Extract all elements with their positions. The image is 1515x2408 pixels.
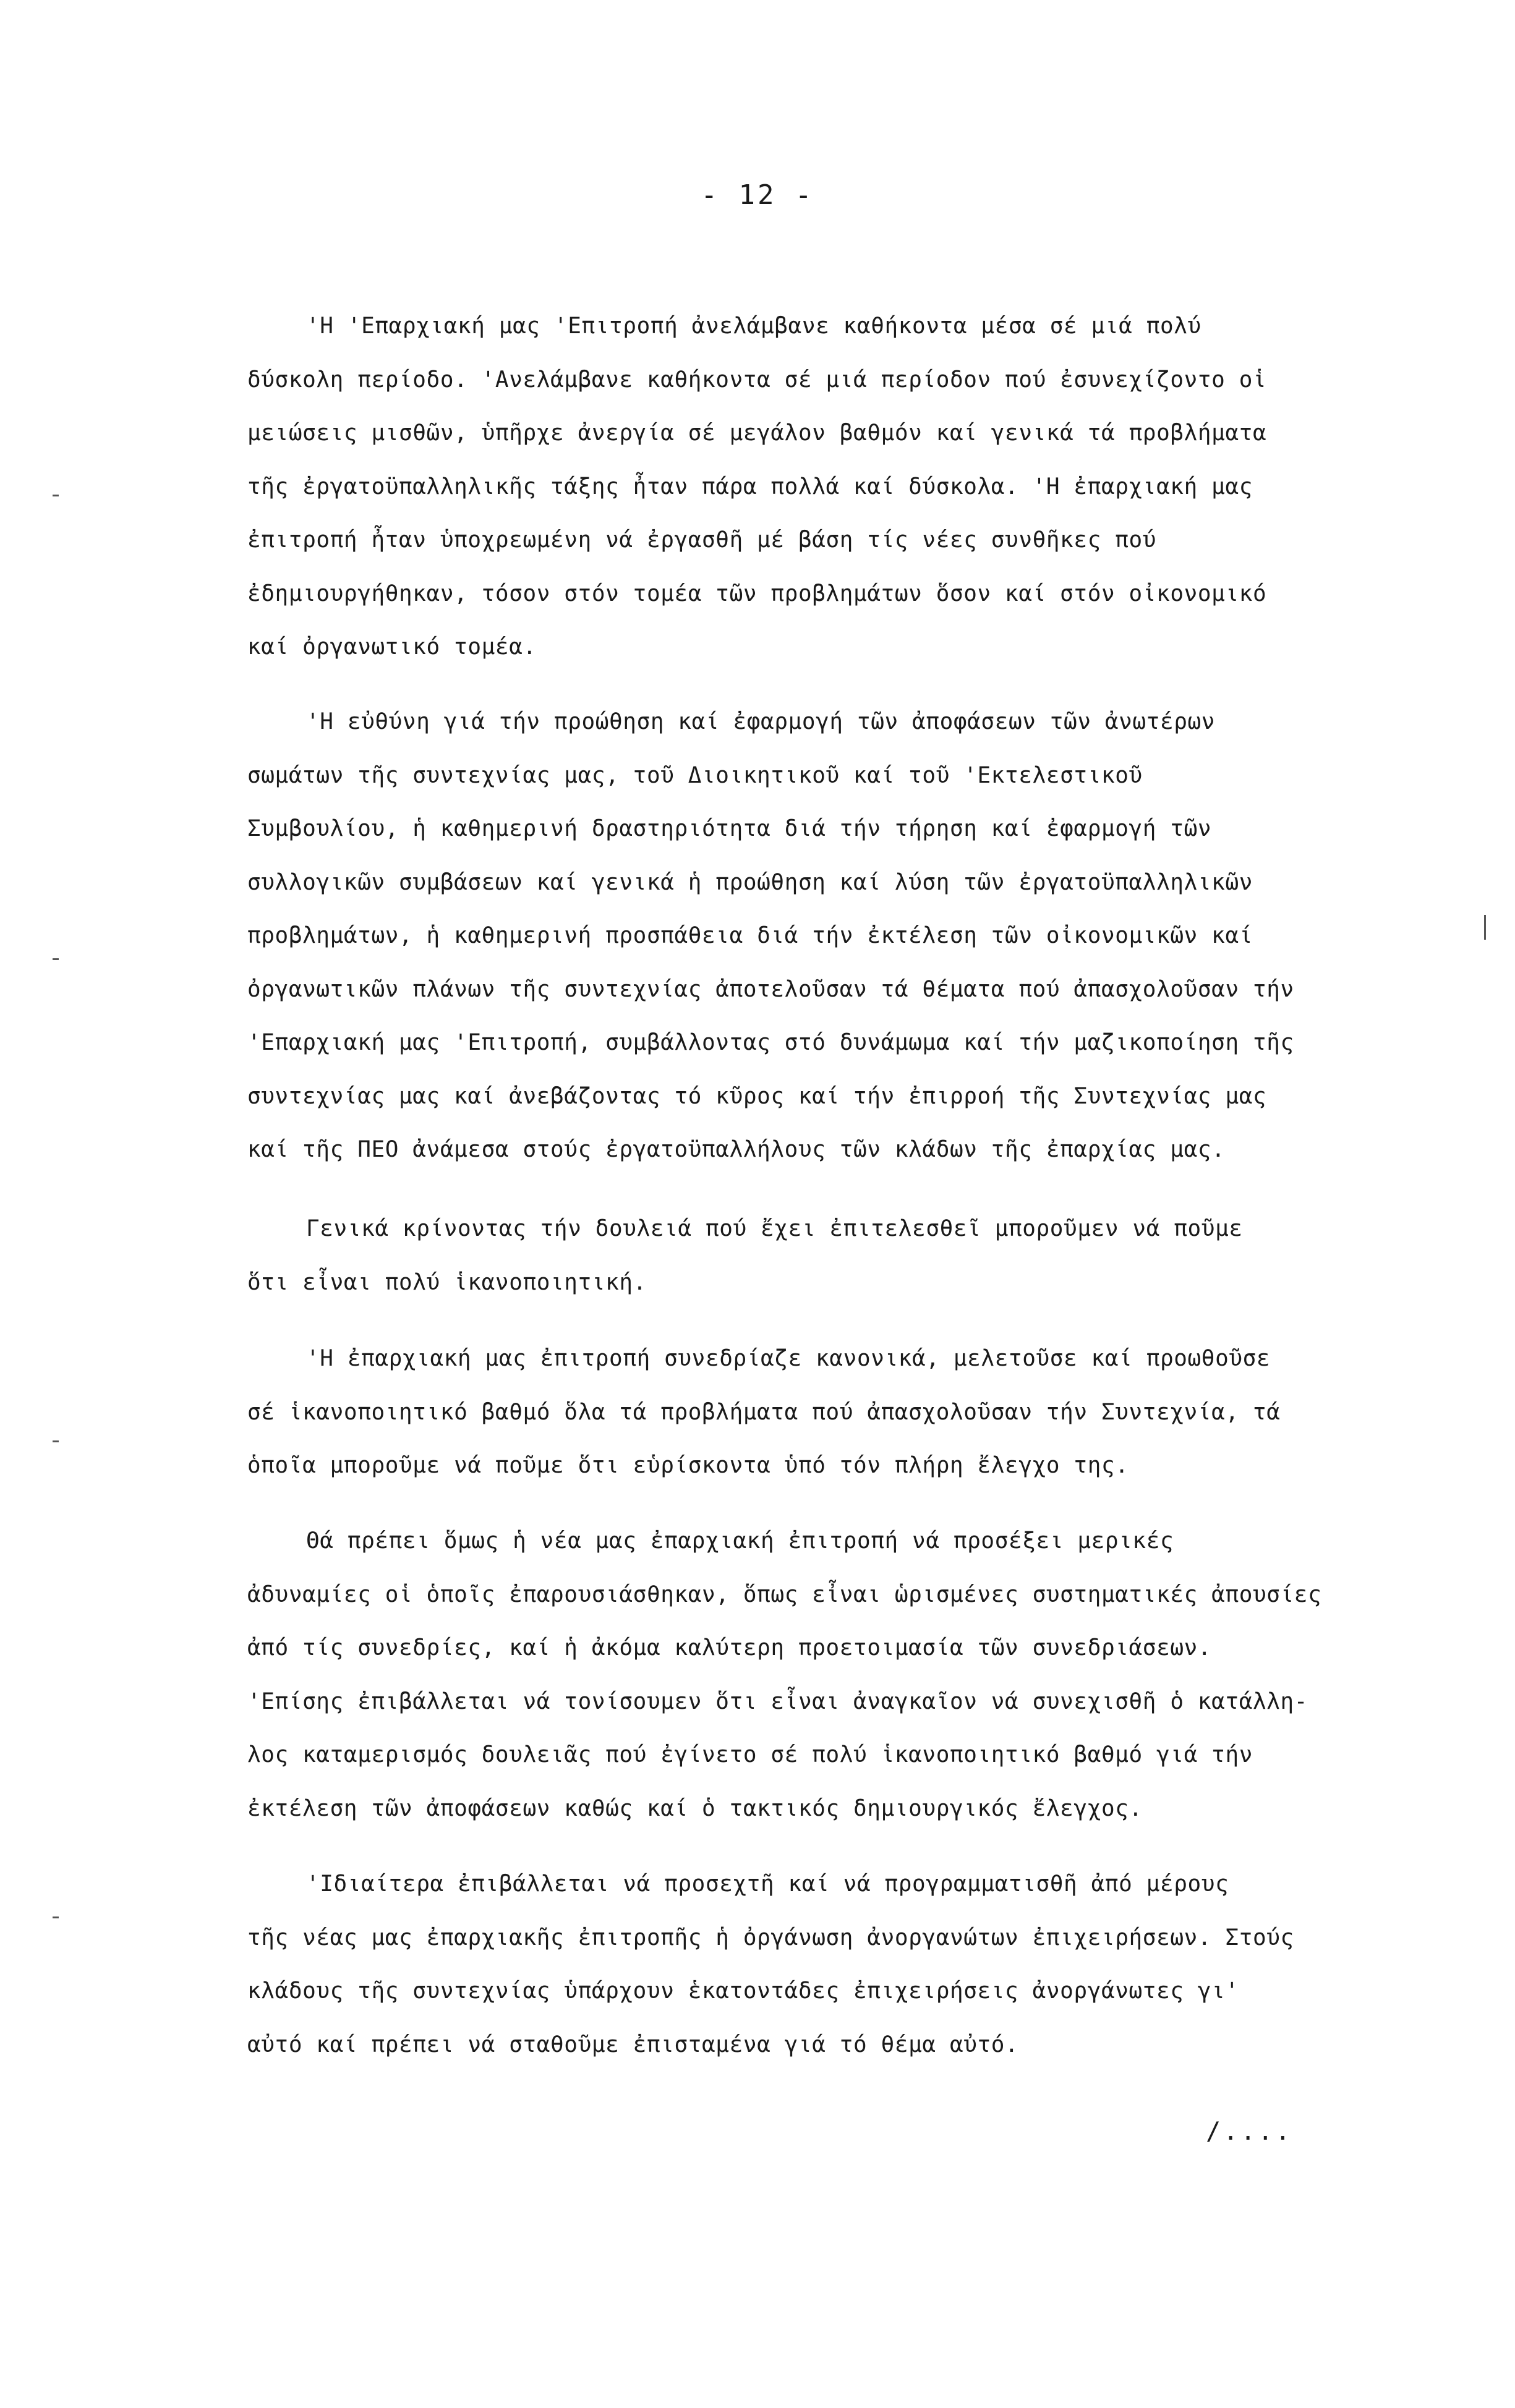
text-line: σωμάτων τῆς συντεχνίας μας, τοῦ Διοικητικοῦ καί τοῦ 'Εκτελεστικοῦ: [247, 762, 1143, 788]
text-line: συντεχνίας μας καί ἀνεβάζοντας τό κῦρος καί τήν ἐπιρροή τῆς Συντεχνίας μας: [247, 1083, 1267, 1109]
scan-margin-mark: [1484, 915, 1486, 940]
text-line: ὀργανωτικῶν πλάνων τῆς συντεχνίας ἀποτελοῦσαν τά θέματα πού ἀπασχολοῦσαν τήν: [247, 976, 1294, 1002]
text-line: 'Επίσης ἐπιβάλλεται νά τονίσουμεν ὅτι εἶναι ἀναγκαῖον νά συνεχισθῆ ὁ κατάλλη-: [247, 1688, 1308, 1714]
paragraph-1: [247, 300, 1459, 674]
text-line: αὐτό καί πρέπει νά σταθοῦμε ἐπισταμένα γιά τό θέμα αὐτό.: [247, 2031, 1019, 2057]
text-line: τῆς νέας μας ἐπαρχιακῆς ἐπιτροπῆς ἡ ὀργάνωση ἀνοργανώτων ἐπιχειρήσεων. Στούς: [247, 1925, 1294, 1951]
text-line: Γενικά κρίνοντας τήν δουλειά πού ἔχει ἐπιτελεσθεῖ μποροῦμεν νά ποῦμε: [306, 1216, 1243, 1241]
text-line: σέ ἱκανοποιητικό βαθμό ὅλα τά προβλήματα πού ἀπασχολοῦσαν τήν Συντεχνία, τά: [247, 1399, 1281, 1425]
paragraph-6: [247, 1858, 1459, 2072]
text-line: ἀδυναμίες οἱ ὁποῖς ἐπαρουσιάσθηκαν, ὅπως εἶναι ὡρισμένες συστηματικές ἀπουσίες: [247, 1581, 1322, 1607]
text-line: μειώσεις μισθῶν, ὑπῆρχε ἀνεργία σέ μεγάλον βαθμόν καί γενικά τά προβλήματα: [247, 420, 1267, 446]
text-line: 'Η εὐθύνη γιά τήν προώθηση καί ἐφαρμογή τῶν ἀποφάσεων τῶν ἀνωτέρων: [306, 709, 1216, 734]
paragraph-3: [247, 1202, 1459, 1309]
text-line: Συμβουλίου, ἡ καθημερινή δραστηριότητα διά τήν τήρηση καί ἐφαρμογή τῶν: [247, 816, 1212, 841]
text-line: Θά πρέπει ὅμως ἡ νέα μας ἐπαρχιακή ἐπιτροπή νά προσέξει μερικές: [306, 1528, 1174, 1554]
text-line: 'Επαρχιακή μας 'Επιτροπή, συμβάλλοντας στό δυνάμωμα καί τήν μαζικοποίηση τῆς: [247, 1030, 1294, 1055]
text-line: 'Ιδιαίτερα ἐπιβάλλεται νά προσεχτῆ καί νά προγραμματισθῆ ἀπό μέρους: [306, 1871, 1229, 1897]
text-line: ὅτι εἶναι πολύ ἱκανοποιητική.: [247, 1269, 647, 1295]
scan-margin-mark: [53, 958, 59, 960]
paragraph-2: [247, 696, 1459, 1177]
scan-margin-mark: [53, 1917, 59, 1918]
text-line: καί ὀργανωτικό τομέα.: [247, 634, 537, 660]
text-line: λος καταμερισμός δουλειᾶς πού ἐγίνετο σέ πολύ ἱκανοποιητικό βαθμό γιά τήν: [247, 1742, 1253, 1768]
text-line: καί τῆς ΠΕΟ ἀνάμεσα στούς ἐργατοϋπαλλήλους τῶν κλάδων τῆς ἐπαρχίας μας.: [247, 1137, 1226, 1162]
text-line: 'Η ἐπαρχιακή μας ἐπιτροπή συνεδρίαζε κανονικά, μελετοῦσε καί προωθοῦσε: [306, 1346, 1271, 1371]
continuation-mark: /....: [1206, 2117, 1293, 2146]
text-line: προβλημάτων, ἡ καθημερινή προσπάθεια διά τήν ἐκτέλεση τῶν οἰκονομικῶν καί: [247, 923, 1253, 948]
scan-margin-mark: [53, 495, 59, 496]
text-line: τῆς ἐργατοϋπαλληλικῆς τάξης ἦταν πάρα πολλά καί δύσκολα. 'Η ἐπαρχιακή μας: [247, 474, 1253, 500]
scan-margin-mark: [53, 1440, 59, 1442]
text-line: ἀπό τίς συνεδρίες, καί ἡ ἀκόμα καλύτερη προετοιμασία τῶν συνεδριάσεων.: [247, 1635, 1212, 1661]
paragraph-5: [247, 1515, 1459, 1836]
text-line: 'Η 'Επαρχιακή μας 'Επιτροπή ἀνελάμβανε καθήκοντα μέσα σέ μιά πολύ: [306, 313, 1201, 339]
text-line: ἐδημιουργήθηκαν, τόσον στόν τομέα τῶν προβλημάτων ὅσον καί στόν οἰκονομικό: [247, 581, 1267, 606]
page-number: - 12 -: [701, 179, 814, 211]
text-line: ἐπιτροπή ἦταν ὑποχρεωμένη νά ἐργασθῆ μέ βάση τίς νέες συνθῆκες πού: [247, 527, 1157, 553]
text-line: δύσκολη περίοδο. 'Ανελάμβανε καθήκοντα σέ μιά περίοδον πού ἐσυνεχίζοντο οἱ: [247, 367, 1267, 393]
text-line: ἐκτέλεση τῶν ἀποφάσεων καθώς καί ὁ τακτικός δημιουργικός ἔλεγχος.: [247, 1795, 1143, 1821]
paragraph-4: [247, 1332, 1459, 1493]
text-line: συλλογικῶν συμβάσεων καί γενικά ἡ προώθηση καί λύση τῶν ἐργατοϋπαλληλικῶν: [247, 869, 1253, 895]
text-line: ὁποῖα μποροῦμε νά ποῦμε ὅτι εὑρίσκοντα ὑπό τόν πλήρη ἔλεγχο της.: [247, 1453, 1129, 1478]
text-line: κλάδους τῆς συντεχνίας ὑπάρχουν ἑκατοντάδες ἐπιχειρήσεις ἀνοργάνωτες γι': [247, 1978, 1239, 2004]
